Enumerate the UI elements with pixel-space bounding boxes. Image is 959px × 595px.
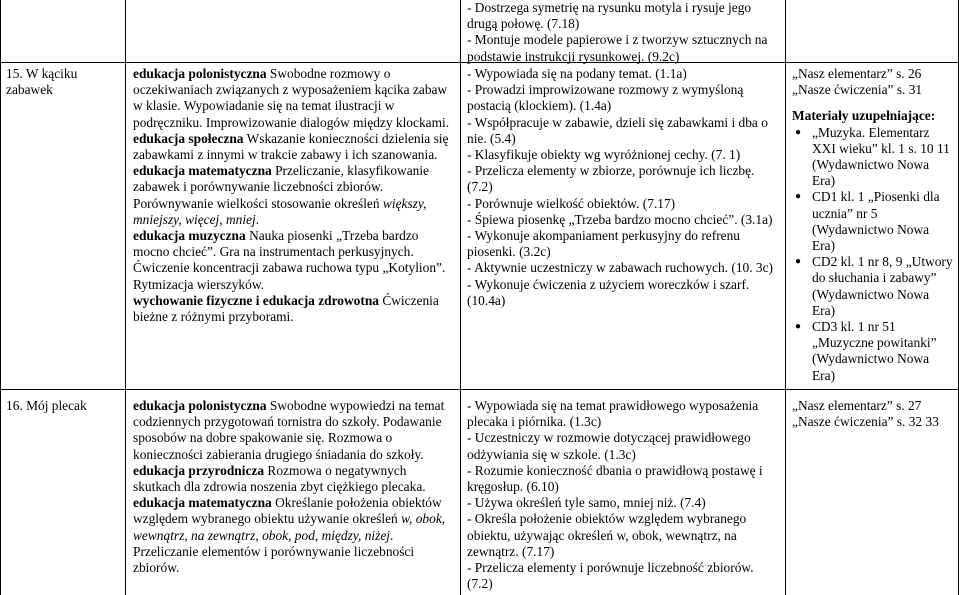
education-text: Wskazanie konieczności dzielenia się zabawkami z innymi w trakcie zabawy i ich szanowania. [133, 130, 449, 163]
outcome-item: - Wykonuje ćwiczenia z użyciem woreczków i szarf. (10.4a) [467, 276, 750, 308]
materials-item: ● „Muzyka. Elementarz XXI wieku” kl. 1 s. 10 11 (Wydawnictwo Nowa Era) [792, 125, 954, 190]
outcome-item: - Porównuje wielkość obiektów. (7.17) [467, 195, 676, 211]
materials-ref: „Nasz elementarz” s. 27 [792, 398, 922, 413]
top-outcomes [467, 0, 781, 65]
education-item [133, 398, 455, 463]
materials-heading: Materiały uzupełniające: [792, 108, 936, 124]
education-item [133, 495, 455, 576]
education-item [133, 163, 455, 228]
materials-item: ● CD2 kl. 1 nr 8, 9 „Utwory do słuchania i zabawy” (Wydawnictwo Nowa Era) [792, 254, 954, 319]
education-text: Określanie położenia obiektów względem wybranego obiektu używanie określeń [133, 495, 442, 527]
outcomes-cell [467, 398, 781, 592]
outcome-item: - Prowadzi improwizowane rozmowy z wymyśloną postacią (klockiem). (1.4a) [467, 82, 744, 114]
education-area: wychowanie fizyczne i edukacja zdrowotna [133, 292, 379, 308]
outcome-item: - Przelicza elementy w zbiorze, porównuje ich liczbę. (7.2) [467, 163, 755, 195]
education-text: Ćwiczenia bieżne z różnymi przyborami. [133, 292, 439, 325]
outcome-item: - Wypowiada się na podany temat. (1.1a) [467, 66, 687, 81]
education-item [133, 228, 455, 293]
education-text: Swobodne wypowiedzi na temat codziennych przygotowań tornistra do szkoły. Podawanie sposobów na dobre spakowanie się. Rozmowa o konieczności zabierania drugiego śniadania do szkoły. [133, 398, 445, 462]
education-area: edukacja przyrodnicza [133, 462, 265, 478]
education-text: . [255, 211, 260, 227]
materials-item: ● CD3 kl. 1 nr 51 „Muzyczne powitanki” (Wydawnictwo Nowa Era) [792, 319, 954, 384]
topic-title: 16. Mój plecak [6, 398, 87, 413]
education-area: edukacja polonistyczna [133, 66, 267, 81]
education-text: Przeliczanie, klasyfikowanie zabawek i porównywanie liczebności zbiorów. Porównywanie wielkości stosowanie określeń [133, 163, 430, 211]
education-item [133, 131, 455, 163]
education-area: edukacja matematyczna [133, 495, 272, 511]
education-italic: w, obok, wewnątrz, na zewnątrz, obok, pod, między, niżej [133, 511, 446, 543]
topic-cell [6, 398, 126, 414]
outcome-item: - Współpracuje w zabawie, dzieli się zabawkami i dba o nie. (5.4) [467, 114, 768, 146]
outcome-item: - Montuje modele papierowe i z tworzyw sztucznych na podstawie instrukcji rysunkowej. (9.2c) [467, 32, 768, 64]
education-item [133, 66, 455, 131]
education-item [133, 463, 455, 495]
outcome-item: - Śpiewa piosenkę „Trzeba bardzo mocno chcieć”. (3.1a) [467, 211, 773, 227]
education-area: edukacja polonistyczna [133, 398, 267, 413]
grid-line [0, 0, 1, 595]
education-italic: większy, mniejszy, więcej, mniej [133, 195, 427, 227]
education-area: edukacja muzyczna [133, 228, 246, 244]
outcome-item: - Określa położenie obiektów względem wybranego obiektu, używając określeń w, obok, wewnątrz, na zewnątrz. (7.17) [467, 511, 747, 559]
materials-cell [792, 398, 954, 430]
materials-ref: „Nasze ćwiczenia” s. 31 [792, 82, 923, 98]
education-area: edukacja matematyczna [133, 163, 272, 179]
outcome-item: - Przelicza elementy i porównuje liczebność zbiorów. (7.2) [467, 560, 754, 592]
materials-cell [792, 66, 954, 384]
grid-line [125, 0, 126, 595]
education-area: edukacja społeczna [133, 130, 244, 146]
education-text: Rozmowa o negatywnych skutkach dla zdrowia noszenia zbyt ciężkiego plecaka. [133, 462, 426, 495]
outcome-item: - Rozumie konieczność dbania o prawidłową postawę i kręgosłup. (6.10) [467, 462, 763, 495]
topic-title: 15. W kąciku zabawek [6, 66, 78, 98]
materials-ref: „Nasz elementarz” s. 26 [792, 66, 922, 81]
outcome-item: - Klasyfikuje obiekty wg wyróżnionej cechy. (7. 1) [467, 147, 741, 163]
education-text: . Przeliczanie elementów i porównywanie liczebności zbiorów. [133, 527, 415, 576]
outcome-item: - Wykonuje akompaniament perkusyjny do refrenu piosenki. (3.2c) [467, 228, 741, 260]
education-text: Swobodne rozmowy o oczekiwaniach związanych z wyposażeniem kącika zabaw w klasie. Wypowiadanie się na temat ilustracji w podręczniku. Improwizowanie dialogów między klockami. [133, 66, 450, 130]
education-item [133, 293, 455, 325]
education-text: Nauka piosenki „Trzeba bardzo mocno chcieć”. Gra na instrumentach perkusyjnych. Ćwiczenie koncentracji zabawa ruchowa typu „Kotylion”. Rytmizacja wierszyków. [133, 228, 446, 292]
outcomes-cell [467, 66, 781, 309]
topic-cell [6, 66, 121, 98]
outcome-item: - Wypowiada się na temat prawidłowego wyposażenia plecaka i piórnika. (1.3c) [467, 398, 759, 430]
materials-ref: „Nasze ćwiczenia” s. 32 33 [792, 414, 939, 430]
outcome-item: - Aktywnie uczestniczy w zabawach ruchowych. (10. 3c) [467, 260, 774, 276]
grid-line [0, 389, 959, 390]
outcome-item: - Dostrzega symetrię na rysunku motyla i rysuje jego drugą połowę. (7.18) [467, 0, 752, 32]
materials-list [792, 125, 954, 384]
education-cell [133, 398, 455, 576]
outcome-item: - Używa określeń tyle samo, mniej niż. (7.4) [467, 495, 706, 511]
education-cell [133, 66, 455, 325]
grid-line [785, 0, 786, 595]
grid-line [460, 0, 461, 595]
materials-item: ● CD1 kl. 1 „Piosenki dla ucznia” nr 5 (Wydawnictwo Nowa Era) [792, 189, 954, 254]
outcome-item: - Uczestniczy w rozmowie dotyczącej prawidłowego odżywiania się w szkole. (1.3c) [467, 430, 751, 462]
